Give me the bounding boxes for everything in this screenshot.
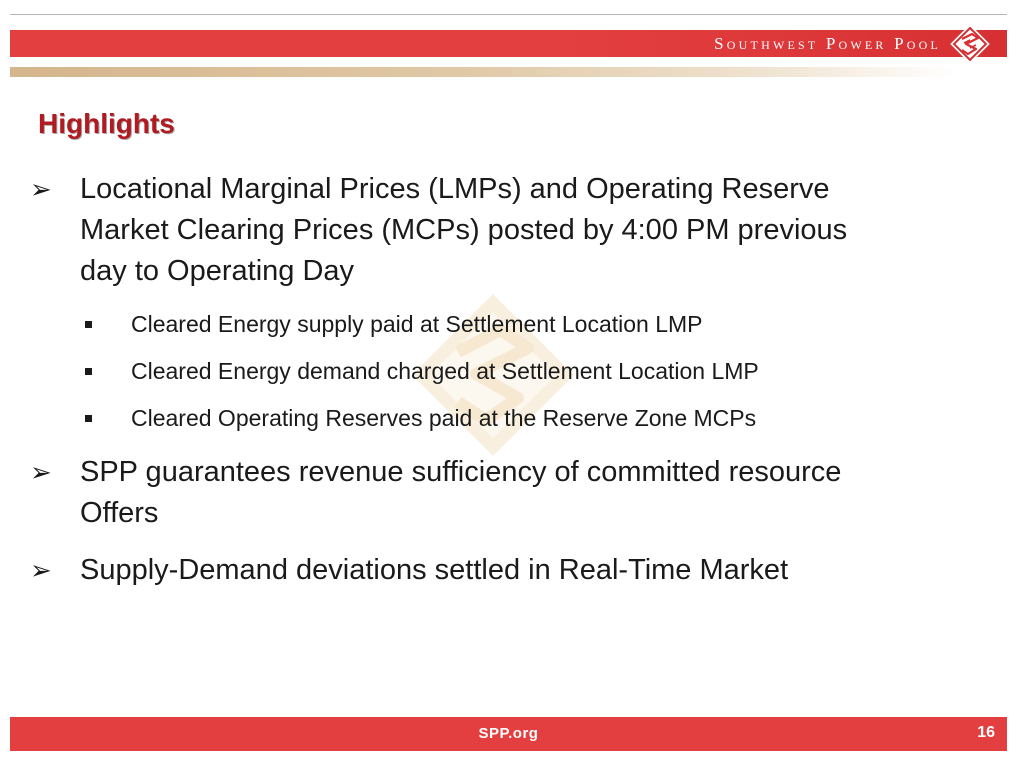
sub-bullet-text: Cleared Energy supply paid at Settlement Location LMP <box>131 311 703 337</box>
spp-logo-icon <box>950 24 990 64</box>
bullet-item <box>30 452 990 534</box>
footer-bar <box>10 717 1007 751</box>
square-bullet-icon <box>85 368 92 375</box>
sub-bullet-item <box>131 357 991 385</box>
page-number: 16 <box>977 724 995 741</box>
bullet-line: Offers <box>80 497 159 529</box>
bullet-item <box>30 169 990 292</box>
brand-name: Southwest Power Pool <box>714 34 941 53</box>
bullet-line: Locational Marginal Prices (LMPs) and Operating Reserve <box>80 173 830 205</box>
bullet-line: day to Operating Day <box>80 255 355 287</box>
arrow-bullet-icon: ➢ <box>30 174 52 204</box>
sub-bullet-text: Cleared Operating Reserves paid at the Reserve Zone MCPs <box>131 405 757 431</box>
square-bullet-icon <box>85 321 92 328</box>
footer-website: SPP.org <box>478 725 539 742</box>
bullet-item <box>30 550 990 591</box>
arrow-bullet-icon: ➢ <box>30 555 52 585</box>
sub-bullet-text: Cleared Energy demand charged at Settlement Location LMP <box>131 358 759 384</box>
sub-bullet-item <box>131 404 991 432</box>
bullet-line: Supply-Demand deviations settled in Real-Time Market <box>80 554 789 586</box>
gold-accent-bar <box>10 67 1007 77</box>
arrow-bullet-icon: ➢ <box>30 457 52 487</box>
top-divider <box>10 14 1007 15</box>
bullet-line: SPP guarantees revenue sufficiency of committed resource <box>80 456 842 488</box>
sub-bullet-item <box>131 310 991 338</box>
header-bar <box>10 30 1007 57</box>
square-bullet-icon <box>85 415 92 422</box>
bullet-line: Market Clearing Prices (MCPs) posted by 4:00 PM previous <box>80 214 848 246</box>
slide-title: Highlights <box>38 108 175 139</box>
